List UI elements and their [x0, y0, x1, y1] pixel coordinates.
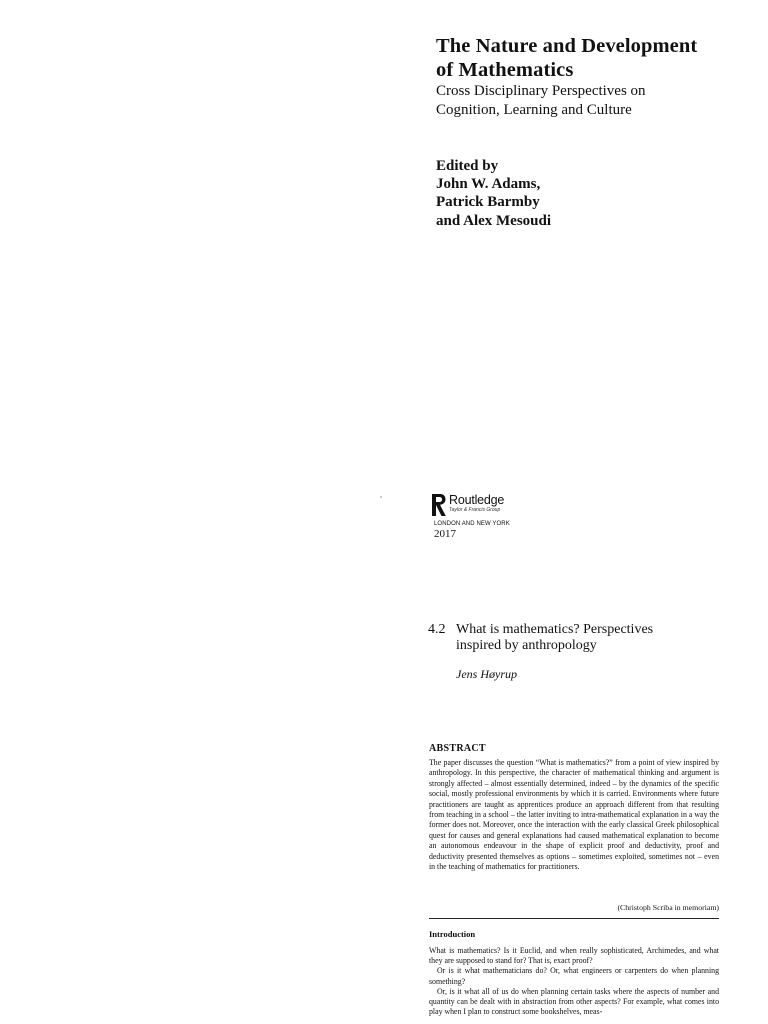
introduction-paragraph: Or, is it what all of us do when planning certain tasks where the aspects of number and quantity can be dealt with in abstraction from other aspects? For example, what comes into play when I plan to construct some bookshelves, meas-: [429, 986, 719, 1017]
publisher-group: Taylor & Francis Group: [449, 507, 501, 513]
introduction-paragraph: Or is it what mathematicians do? Or, what engineers or carpenters do when planning something?: [429, 966, 719, 986]
abstract-text: The paper discusses the question “What is mathematics?” from a point of view inspired by anthropology. In this perspective, the character of mathematical thinking and argument is strongly affected – almost essentially determined, indeed – by the dynamics of the specific social, mostly professional environments by which it is carried. Environments where future practitioners are taught as apprentices produce an approach different from that resulting from teaching in a school – the latter inviting to intra-mathematical explanation in a way the former does not. Moreover, once the interaction with the early classical Greek philosophical quest for causes and general explanations had caused mathematical explanation to become an autonomous endeavour in the shape of explicit proof and deductivity, proof and deductivity presented themselves as options – sometimes exploited, sometimes not – even in the teaching of mathematics for practitioners.: [429, 758, 719, 872]
introduction-heading: Introduction: [429, 929, 476, 939]
edited-by-label: Edited by: [436, 158, 499, 174]
editor-name: and Alex Mesoudi: [436, 212, 552, 229]
book-subtitle-line-2: Cognition, Learning and Culture: [436, 102, 632, 118]
section-divider: [429, 918, 719, 919]
abstract-heading: ABSTRACT: [429, 743, 486, 754]
publication-year: 2017: [434, 528, 456, 540]
chapter-heading: [428, 622, 728, 654]
chapter-title: What is mathematics? Perspectives inspired by anthropology: [456, 622, 654, 653]
publisher-name: Routledge: [449, 493, 505, 507]
routledge-logo-icon: [432, 494, 446, 516]
book-title-line-1: The Nature and Development: [436, 35, 698, 57]
editor-name: Patrick Barmby: [436, 194, 540, 211]
introduction-paragraph: What is mathematics? Is it Euclid, and when really sophisticated, Archimedes, and what they are supposed to stand for? That is, exact proof?: [429, 946, 719, 966]
chapter-author: Jens Høyrup: [456, 667, 517, 681]
scan-speck: [380, 496, 382, 498]
publisher-imprint: [432, 494, 632, 540]
book-title: [436, 34, 756, 82]
book-subtitle-line-1: Cross Disciplinary Perspectives on: [436, 83, 646, 99]
publisher-logo: [432, 494, 632, 516]
book-title-line-2: of Mathematics: [436, 59, 574, 81]
publisher-cities: LONDON AND NEW YORK: [434, 521, 510, 527]
editor-name: John W. Adams,: [436, 176, 541, 193]
book-subtitle: [436, 82, 756, 120]
editors-block: [436, 157, 756, 230]
publisher-logo-text: [449, 494, 504, 514]
dedication: (Christoph Scriba in memoriam): [617, 903, 719, 912]
chapter-number: 4.2: [428, 622, 446, 637]
introduction-body: [429, 946, 719, 1017]
